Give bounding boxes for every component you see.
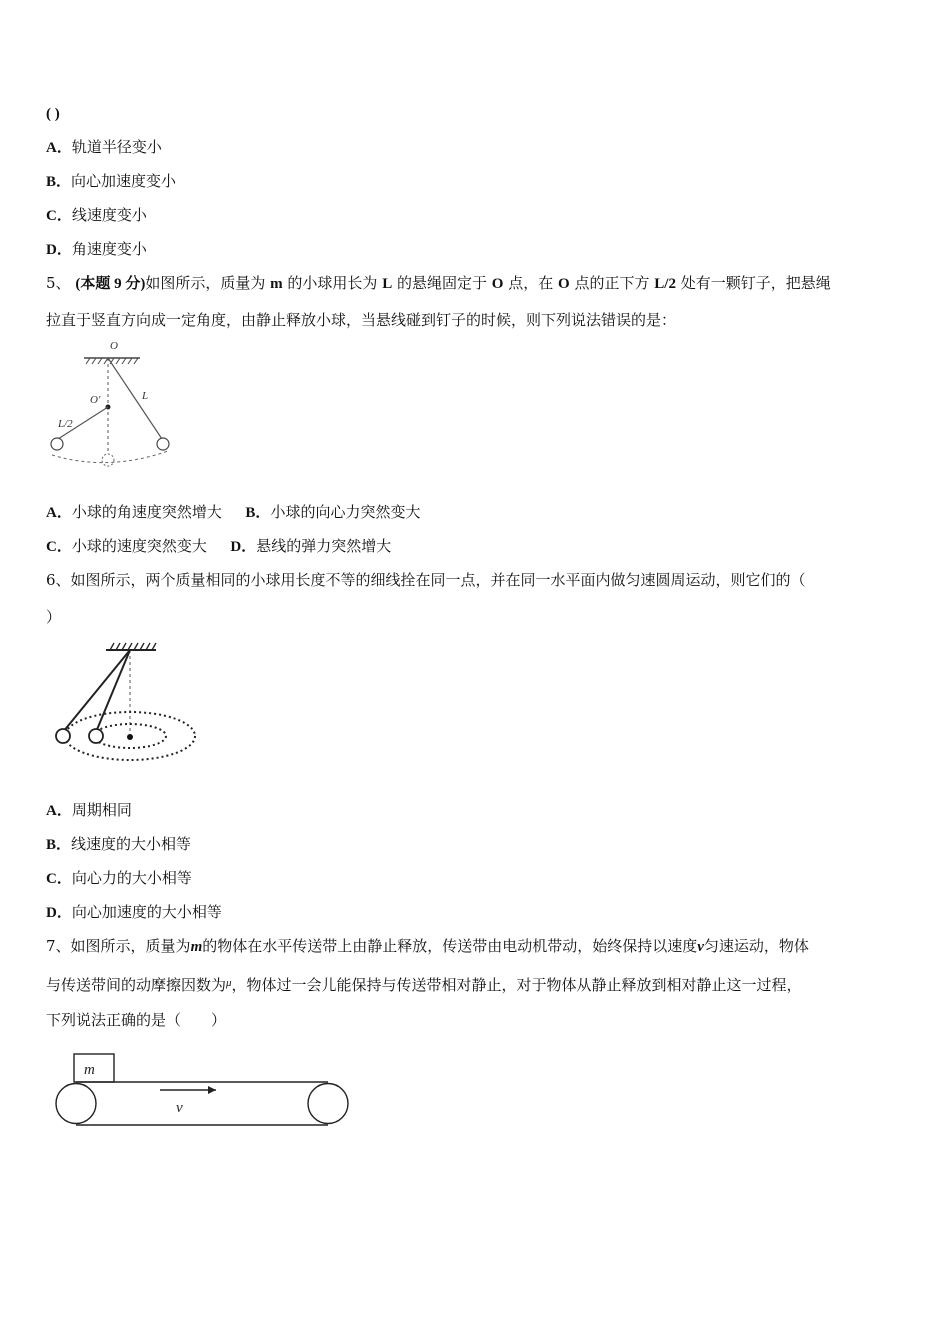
q5-options-row1: A．小球的角速度突然增大 B．小球的向心力突然变大 (46, 503, 421, 521)
q4-paren: ( ) (46, 106, 60, 122)
q4-option-a: A．轨道半径变小 (46, 138, 162, 156)
q5-stem-line1: 5、 (本题 9 分)如图所示，质量为 m 的小球用长为 L 的悬绳固定于 O 点，在 O 点的正下方 L/2 处有一颗钉子，把悬绳 (46, 274, 831, 292)
q7-stem-line1: 7、如图所示，质量为m的物体在水平传送带上由静止释放，传送带由电动机带动，始终保持以速度v匀速运动，物体 (46, 937, 809, 955)
q6-stem-line2: ） (46, 608, 62, 626)
q6-option-a: A．周期相同 (46, 801, 132, 819)
q4-option-d: D．角速度变小 (46, 240, 147, 258)
conical-pendulums-figure (48, 640, 208, 770)
q7-stem-line3: 下列说法正确的是（ ） (46, 1011, 227, 1029)
pendulum-nail-figure (44, 337, 194, 472)
label-m: m (84, 1062, 95, 1078)
conveyor-belt-figure (52, 1050, 354, 1130)
label-O-prime: O′ (90, 394, 101, 406)
label-O: O (110, 340, 118, 352)
q6-option-b: B．线速度的大小相等 (46, 835, 192, 853)
q7-stem-line2: 与传送带间的动摩擦因数为$^\mu$，物体过一会儿能保持与传送带相对静止，对于物体从静止释放到相对静止这一过程， (46, 976, 802, 994)
q4-option-b: B．向心加速度变小 (46, 172, 177, 190)
q5-stem-line2: 拉直于竖直方向成一定角度，由静止释放小球，当悬线碰到钉子的时候，则下列说法错误的是： (46, 311, 677, 329)
label-L-half: L/2 (58, 418, 73, 430)
q6-option-d: D．向心加速度的大小相等 (46, 903, 222, 921)
q6-stem-line1: 6、如图所示，两个质量相同的小球用长度不等的细线拴在同一点，并在同一水平面内做匀速圆周运动，则它们的（ (46, 571, 806, 589)
q4-option-c: C．线速度变小 (46, 206, 147, 224)
q5-options-row2: C．小球的速度突然变大 D．悬线的弹力突然增大 (46, 537, 392, 555)
label-v: v (176, 1100, 183, 1116)
q6-option-c: C．向心力的大小相等 (46, 869, 192, 887)
label-L: L (142, 390, 149, 402)
